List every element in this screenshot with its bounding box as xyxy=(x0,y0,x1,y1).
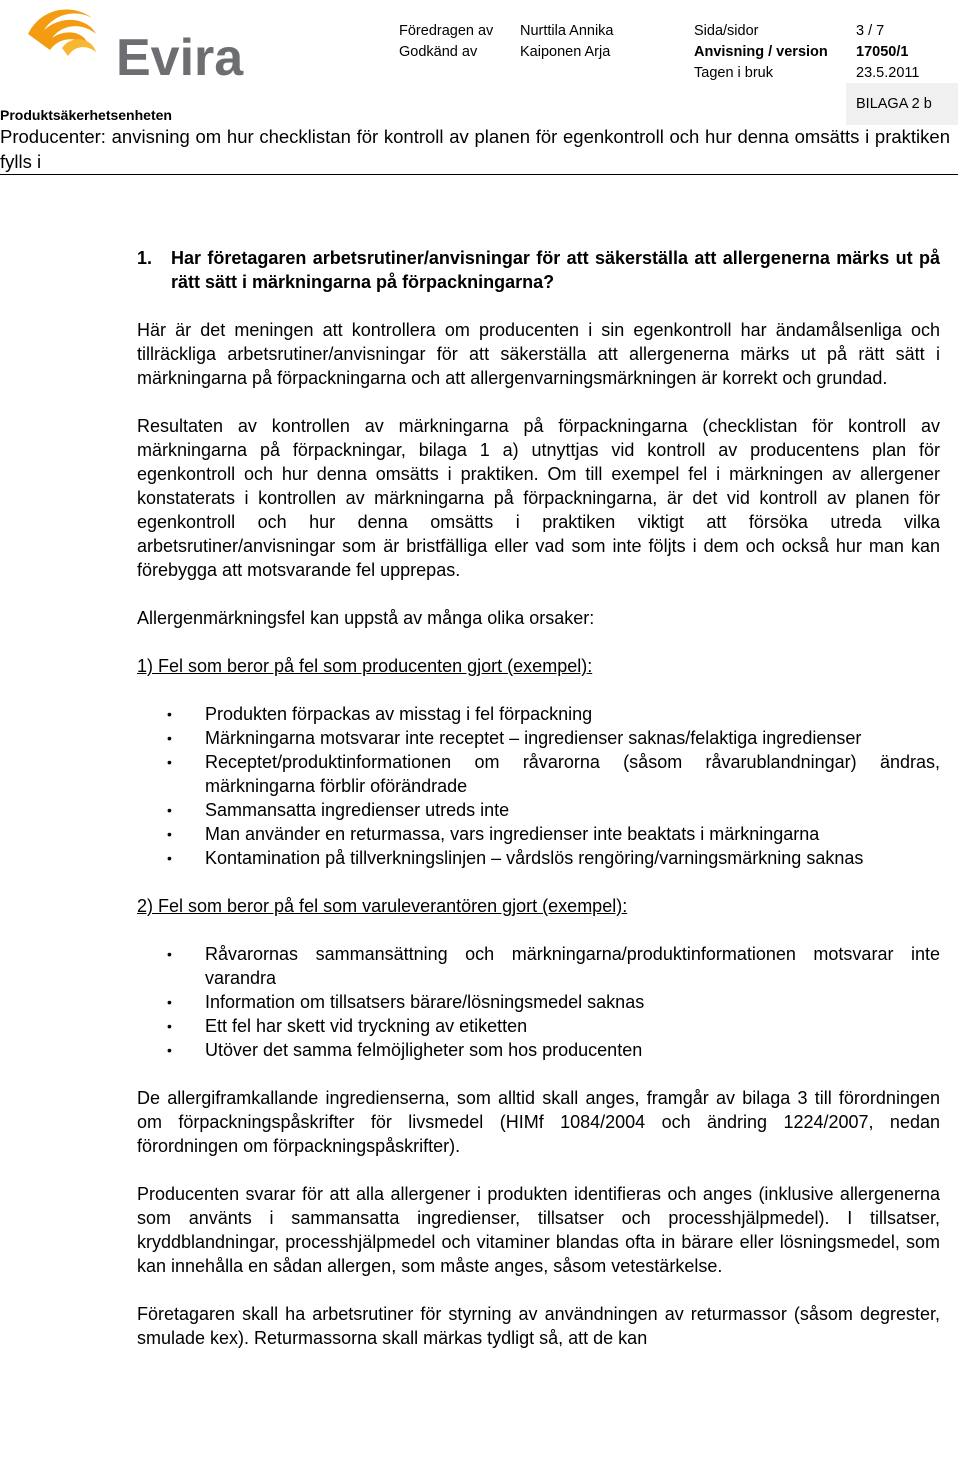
paragraph-causes-intro: Allergenmärkningsfel kan uppstå av många olika orsaker: xyxy=(137,608,595,628)
paragraph-purpose: Här är det meningen att kontrollera om producenten i sin egenkontroll har ändamålsenliga och tillräckliga arbetsrutiner/anvisningar för att säkerställa att allergenerna märks ut på rätt sätt i märkningarna på förpackningarna och att allergenvarningsmärkningen är korrekt och grundad. xyxy=(137,320,940,388)
page-value: 3 / 7 xyxy=(856,23,885,39)
paragraph-allergen-ingredients: De allergiframkallande ingredienserna, som alltid skall anges, framgår av bilaga 3 till förordningen om förpackningspåskrifter för livsmedel (HIMf 1084/2004 och ändring 1224/2007, nedan förordningen om förpackningspåskrifter). xyxy=(137,1088,940,1156)
section-supplier-heading: 2) Fel som beror på fel som varuleverantören gjort (exempel): xyxy=(137,896,628,916)
paragraph-results: Resultaten av kontrollen av märkningarna på förpackningarna (checklistan för kontroll av märkningarna på förpackningar, bilaga 1 a) utnyttjas vid kontroll av producentens plan för egenkontroll och hur denna omsätts i praktiken. Om till exempel fel i märkningen av allergener konstaterats i kontrollen av märkningarna på förpackningarna, är det vid kontroll av planen för egenkontroll och hur denna omsätts i praktiken viktigt att försöka utreda vilka arbetsrutiner/anvisningar som är bristfälliga eller vad som inte följts i dem och också hur man kan förebygga att motsvarande fel upprepas. xyxy=(137,416,940,580)
instruction-label: Anvisning / version xyxy=(694,44,828,60)
list-item: • Märkningarna motsvarar inte receptet – ingredienser saknas/felaktiga ingredienser xyxy=(137,726,940,750)
page-label: Sida/sidor xyxy=(694,23,759,39)
list-item: • Ett fel har skett vid tryckning av etiketten xyxy=(137,1014,940,1038)
effective-label: Tagen i bruk xyxy=(694,65,773,81)
list-item: • Utöver det samma felmöjligheter som hos producenten xyxy=(137,1038,940,1062)
header-divider xyxy=(0,174,958,175)
annex-badge: BILAGA 2 b xyxy=(846,83,958,125)
paragraph-producer-responsibility: Producenten svarar för att alla allergener i produkten identifieras och anges (inklusive allergenerna som använts i sammansatta ingredienser, tillsatser och processhjälpmedel). I tillsatser, kryddblandningar, processhjälpmedel och vitaminer blandas ofta in bärare eller lösningsmedel, som kan innehålla en sådan allergen, som måste anges, såsom vetestärkelse. xyxy=(137,1184,940,1276)
paragraph-return-mass: Företagaren skall ha arbetsrutiner för styrning av användningen av returmassor (såsom degrester, smulade kex). Returmassorna skall märkas tydligt så, att de kan xyxy=(137,1304,940,1348)
list-item: • Information om tillsatsers bärare/lösningsmedel saknas xyxy=(137,990,940,1014)
prepared-by-label: Föredragen av xyxy=(399,23,494,39)
swoosh-accent-icon xyxy=(62,39,96,56)
list-item: • Man använder en returmassa, vars ingredienser inte beaktats i märkningarna xyxy=(137,822,940,846)
prepared-by-value: Nurttila Annika xyxy=(520,23,614,39)
list-item: • Receptet/produktinformationen om råvarorna (såsom råvarublandningar) ändras, märkningarna förblir oförändrade xyxy=(137,750,940,798)
section-producer-heading: 1) Fel som beror på fel som producenten gjort (exempel): xyxy=(137,656,593,676)
question-text: Har företagaren arbetsrutiner/anvisningar för att säkerställa att allergenerna märks ut på rätt sätt i märkningarna på förpackningarna? xyxy=(171,248,940,292)
document-title: Producenter: anvisning om hur checklistan för kontroll av planen för egenkontroll och hur denna omsätts i praktiken fylls i xyxy=(0,126,950,172)
unit-name: Produktsäkerhetsenheten xyxy=(0,107,172,123)
list-item: • Kontamination på tillverkningslinjen – vårdslös rengöring/varningsmärkning saknas xyxy=(137,846,940,870)
document-body xyxy=(137,246,940,1350)
approved-by-value: Kaiponen Arja xyxy=(520,44,611,60)
list-item: • Råvarornas sammansättning och märkningarna/produktinformationen motsvarar inte varandra xyxy=(137,942,940,990)
approved-by-label: Godkänd av xyxy=(399,44,478,60)
list-item: • Produkten förpackas av misstag i fel förpackning xyxy=(137,702,940,726)
question-heading xyxy=(137,246,940,294)
producer-error-list xyxy=(137,702,940,870)
effective-value: 23.5.2011 xyxy=(856,65,920,81)
evira-logo xyxy=(22,4,272,80)
logo-text: Evira xyxy=(116,29,244,80)
supplier-error-list xyxy=(137,942,940,1062)
evira-logo-mark xyxy=(22,4,272,80)
instruction-value: 17050/1 xyxy=(856,44,909,60)
list-item: • Sammansatta ingredienser utreds inte xyxy=(137,798,940,822)
question-number: 1. xyxy=(137,248,153,268)
